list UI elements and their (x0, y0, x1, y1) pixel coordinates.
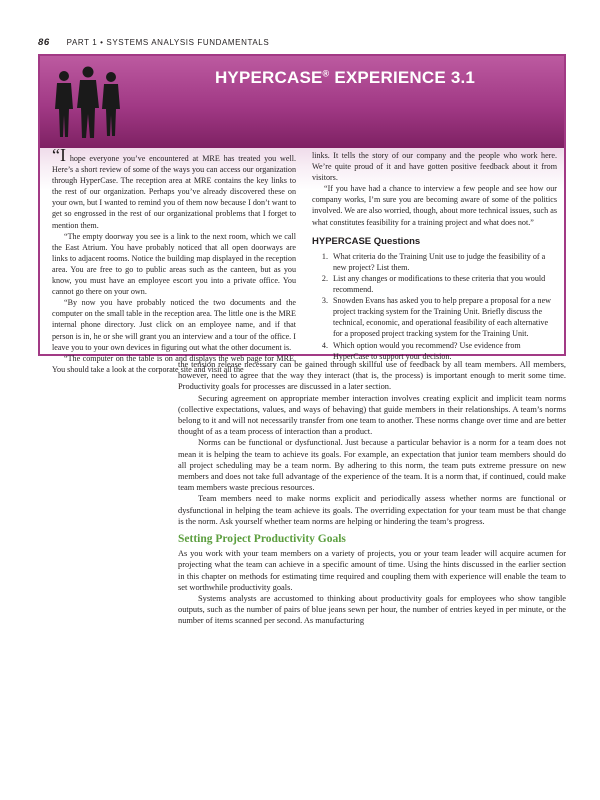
running-head (38, 37, 269, 48)
body-paragraph: Team members need to make norms explicit and periodically assess whether norms are functional or dysfunctional in helping the team achieve its goals. The overriding expectation for your team must be that change is the norm. Ask yourself whether team norms are helping or hindering the team’s progress. (178, 494, 566, 526)
body-paragraph: the tension release necessary can be gained through skillful use of feedback by all team members. All members, however, need to agree that the way they interact (that is, the process) is important enough to merit some time. Productivity goals for processes are discussed in a later section. (178, 360, 566, 392)
question-item: 4. Which option would you recommend? Use evidence from HyperCase to support your decision. (330, 340, 557, 362)
questions-list (312, 251, 557, 362)
running-head-part: PART 1 • SYSTEMS ANALYSIS FUNDAMENTALS (66, 38, 270, 47)
body-paragraph: Securing agreement on appropriate member interaction involves creating explicit and implicit team norms (collective expectations, values, and ways of behaving) that guide members in their relationships. A team’s norms belong to it and will not necessarily transfer from one team to another. These norms change over time and are better thought of as a team process of interaction than a product. (178, 393, 566, 437)
box-title-main: HYPERCASE (214, 68, 323, 87)
registered-mark: ® (322, 68, 330, 79)
hypercase-banner (40, 56, 564, 148)
question-item: 1. What criteria do the Training Unit use to judge the feasibility of a new project? List them. (330, 251, 557, 273)
questions-heading: HYPERCASE Questions (312, 235, 421, 247)
box-paragraph: “The computer on the table is on and displays the web page for MRE. You should take a look at the corporate site and visit all the (52, 353, 296, 374)
body-paragraph: As you work with your team members on a variety of projects, you or your team leader will acquire acumen for projecting what the team can achieve in a specific amount of time. Using the hints discussed in the earlier section in this chapter on methods for estimating time required and coupling them with experience will enable the team to set worthwhile productivity goals. (178, 549, 566, 592)
main-body (178, 359, 566, 627)
question-item: 2. List any changes or modifications to these criteria that you would recommend. (330, 273, 557, 295)
box-paragraph: links. It tells the story of our company and the people who work here. We’re quite proud of it and have gotten positive feedback about it from visitors. (312, 151, 557, 183)
box-paragraph: “The empty doorway you see is a link to the next room, which we call the East Atrium. You have probably noticed that all open doorways are links to adjacent rooms. Notice the building map displayed in the reception area. You are free to go to public areas such as the canteen, but as you know, you must have an employee escort you into a private office. You cannot go there on your own. (52, 231, 296, 297)
people-silhouettes-icon (50, 62, 126, 140)
question-item: 3. Snowden Evans has asked you to help prepare a proposal for a new project tracking system for the Training Unit. Briefly discuss the technical, economic, and operational feasibility of each alternative for a proposed project tracking system for the Training Unit. (330, 295, 557, 339)
box-left-column (52, 145, 296, 375)
box-paragraph: “By now you have probably noticed the two documents and the computer on the small table in the reception area. The little one is the MRE internal phone directory. Just click on an employee name, and if that person is in, he or she will grant you an interview and a tour of the office. I leave you to your own devices in figuring out what the other document is. (52, 298, 296, 352)
body-paragraph: Systems analysts are accustomed to thinking about productivity goals for employees who show tangible outputs, such as the number of pairs of blue jeans sewn per hour, the number of entries keyed in per minute, or the number of items scanned per second. As manufacturing (178, 594, 566, 626)
box-title (210, 68, 480, 88)
page-number: 86 (38, 37, 50, 48)
body-paragraph: Norms can be functional or dysfunctional. Just because a particular behavior is a norm for a team does not mean it is helping the team to achieve its goals. For example, an expectation that junior team members should do all project scheduling may be a team norm. By adhering to this norm, the team puts extreme pressure on new members and does not take full advantage of the experience of the team. It is a norm that, if continued, could make team members waste precious resources. (178, 438, 566, 493)
box-paragraph (52, 145, 296, 231)
box-right-column (312, 150, 557, 362)
box-paragraph-text: hope everyone you’ve encountered at MRE has treated you well. Here’s a short review of some of the ways you can access our organization through HyperCase. The reception area at MRE contains the key links to the rest of our organization. Perhaps you’ve already discovered these on your own, but I wanted to remind you of them now because I don’t want to get so engrossed in the rest of our organizational problems that I forget to mention them. (52, 154, 296, 230)
section-heading: Setting Project Productivity Goals (178, 533, 346, 546)
box-paragraph: “If you have had a chance to interview a few people and see how our company works, I’m sure you are becoming aware of some of the politics involved. We are also worried, though, about more technical issues, such as what constitutes feasibility for a training project and what does not.” (312, 184, 557, 227)
box-title-rest: EXPERIENCE 3.1 (329, 68, 476, 87)
dropcap: “I (52, 145, 66, 165)
